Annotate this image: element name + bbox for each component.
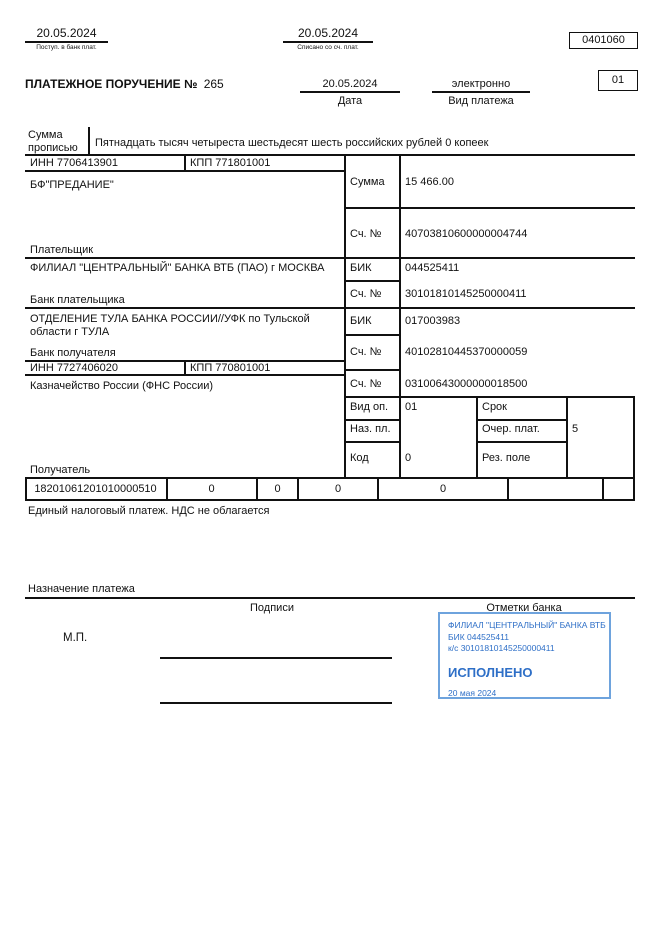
amount-words-label: Сумма прописью [28,129,78,154]
rule [399,155,401,478]
payee-inn: ИНН 7727406020 [30,362,119,374]
payee-name: Казначейство России (ФНС России) [30,380,214,392]
rule [345,334,400,336]
rule [184,155,186,171]
purpose-code-label: Наз. пл. [350,423,391,435]
payer-bank-bik-value: 044525411 [405,262,460,274]
rule [507,478,509,500]
payee-bank-corr-value: 40102810445370000059 [405,346,528,358]
payee-bank-corr-label: Сч. № [350,346,382,358]
tax-field-oktmo: 0 [208,483,215,495]
debited-date-label: Списано со сч. плат. [297,44,359,51]
tax-field-period: 0 [334,483,342,495]
stamp-corr-account: к/с 30101810145250000411 [448,643,555,653]
payee-account-label: Сч. № [350,378,382,390]
tax-field-doc-number: 0 [439,483,447,495]
payer-bank-name: ФИЛИАЛ "ЦЕНТРАЛЬНЫЙ" БАНКА ВТБ (ПАО) г МОСКВА [30,262,325,274]
doc-date-value: 20.05.2024 [322,78,378,90]
amount-value: 15 466.00 [405,176,454,188]
stamp-status: ИСПОЛНЕНО [448,664,533,680]
stamp-bank-name: ФИЛИАЛ "ЦЕНТРАЛЬНЫЙ" БАНКА ВТБ [448,620,606,630]
rule [345,207,635,209]
form-code-box: 0401060 [569,32,638,49]
received-date-value: 20.05.2024 [36,26,97,40]
tax-field-basis: 0 [274,483,281,495]
signatures-label: Подписи [250,602,294,614]
payer-name: БФ"ПРЕДАНИЕ" [30,179,114,191]
payer-bank-label: Банк плательщика [30,294,125,306]
rule [25,257,635,259]
payee-label: Получатель [30,464,91,476]
rule [477,441,567,443]
code-label: Код [350,452,369,464]
doc-date-rule [300,91,400,93]
rule [25,477,635,479]
rule [476,397,478,478]
rule [345,280,400,282]
debited-date-value: 20.05.2024 [297,26,359,40]
rule [602,478,604,500]
rule [88,127,90,154]
payee-bank-bik-label: БИК [350,315,372,327]
payer-kpp: КПП 771801001 [190,157,271,169]
document-title: ПЛАТЕЖНОЕ ПОРУЧЕНИЕ № [25,77,198,91]
op-type-value: 01 [405,401,418,413]
seal-place-label: М.П. [63,632,88,644]
payer-bank-corr-value: 30101810145250000411 [405,288,527,300]
payment-kind-value: электронно [451,78,511,90]
stamp-bik: БИК 044525411 [448,631,509,642]
payee-bank-label: Банк получателя [30,347,116,359]
rule [25,499,635,501]
rule [345,396,635,398]
rule [633,397,635,478]
code-value: 0 [405,452,412,464]
payer-bank-bik-label: БИК [350,262,372,274]
rule [345,369,400,371]
rule [344,155,346,478]
tax-field-kbk: 18201061201010000510 [34,483,157,495]
rule [345,441,400,443]
payee-kpp: КПП 770801001 [190,362,271,374]
document-number: 265 [203,77,224,91]
term-label: Срок [482,401,507,413]
op-type-label: Вид оп. [350,401,389,413]
payment-kind-rule [432,91,530,93]
bank-stamp [438,612,611,699]
amount-label: Сумма [350,176,385,188]
doc-date-label: Дата [337,95,363,107]
payer-account-label: Сч. № [350,228,382,240]
amount-words-value: Пятнадцать тысяч четыреста шестьдесят шесть российских рублей 0 копеек [95,137,489,149]
rule [633,478,635,500]
payment-kind-label: Вид платежа [448,95,514,107]
stamp-date: 20 мая 2024 [448,687,497,698]
bank-marks-label: Отметки банка [486,602,562,614]
received-date-label: Поступ. в банк плат. [36,44,97,51]
purpose-label: Назначение платежа [28,583,135,595]
rule [184,361,186,375]
rule [477,419,567,421]
rule [25,597,635,599]
payee-account-value: 03100643000000018500 [405,378,528,390]
received-date-rule [25,41,108,43]
signature-line-2 [160,702,392,704]
payer-label: Плательщик [30,244,94,256]
payee-bank-bik-value: 017003983 [405,315,461,327]
signature-line-1 [160,657,392,659]
rule [566,397,568,478]
payer-bank-corr-label: Сч. № [350,288,382,300]
rule [25,154,635,156]
priority-value: 5 [572,423,579,435]
rule [345,419,400,421]
priority-label: Очер. плат. [482,423,540,435]
payee-bank-name: ОТДЕЛЕНИЕ ТУЛА БАНКА РОССИИ//УФК по Тульской области г ТУЛА [30,313,310,338]
purpose-text: Единый налоговый платеж. НДС не облагается [28,505,270,517]
payer-account-value: 40703810600000004744 [405,228,528,240]
status-code-box: 01 [598,70,638,91]
rule [25,307,635,309]
reserve-label: Рез. поле [482,452,531,464]
debited-date-rule [283,41,373,43]
payer-inn: ИНН 7706413901 [30,157,119,169]
